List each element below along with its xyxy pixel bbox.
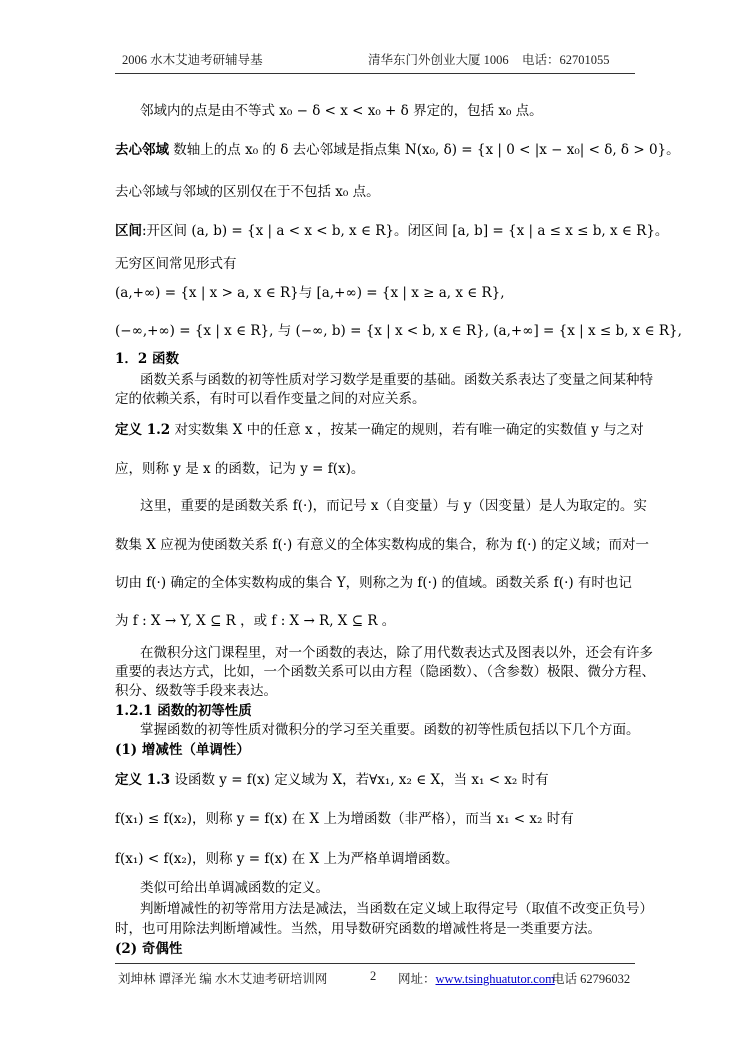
subsection-parity: (2) 奇偶性 [115,941,183,957]
line-infinite-1: (a,+∞) = {x | x > a, x ∈ R}与 [a,+∞) = {x | x ≥ a, x ∈ R}, [115,285,505,301]
para-5: 类似可给出单调减函数的定义。 [140,880,329,896]
def-1-3-label: 定义 1.3 [115,772,171,788]
footer-phone: 电话 62796032 [552,972,631,986]
subsection-monotonicity: (1) 增减性（单调性） [115,742,250,758]
def-1-2-label: 定义 1.2 [115,422,171,438]
footer-authors: 刘坤林 谭泽光 编 水木艾迪考研培训网 [118,972,328,986]
para-3-line-3: 积分、级数等手段来表达。 [115,683,277,699]
header-middle: 清华东门外创业大厦 1006 [368,53,509,67]
def-1-2-line-1: 定义 1.2 对实数集 X 中的任意 x ，按某一确定的规则，若有唯一确定的实数值 y 与之对 [115,422,644,438]
para-2-line-2: 数集 X 应视为使函数关系 f(·) 有意义的全体实数构成的集合，称为 f(·) 的定义域；而对一 [115,537,650,553]
para-2-line-1: 这里，重要的是函数关系 f(·)，而记号 x（自变量）与 y（因变量）是人为取定的。实 [140,498,647,514]
header-left: 2006 水木艾迪考研辅导基 [122,53,263,67]
term-interval: 区间 [115,223,142,239]
line-neighborhood: 邻域内的点是由不等式 x₀ − δ < x < x₀ + δ 界定的，包括 x₀ 点。 [140,103,543,119]
para-4: 掌握函数的初等性质对微积分的学习至关重要。函数的初等性质包括以下几个方面。 [140,722,640,738]
footer-website: 网址：www.tsinghuatutor.com [398,972,555,986]
line-interval: 区间:开区间 (a, b) = {x | a < x < b, x ∈ R}。闭区间 [a, b] = {x | a ≤ x ≤ b, x ∈ R}。 [115,223,669,239]
def-1-2-line-2: 应，则称 y 是 x 的函数，记为 y = f(x)。 [115,461,365,477]
para-6-line-2: 时，也可用除法判断增减性。当然，用导数研究函数的增减性将是一类重要方法。 [115,921,601,937]
def-1-3-line-1: 定义 1.3 设函数 y = f(x) 定义域为 X，若∀x₁, x₂ ∈ X，当 x₁ < x₂ 时有 [115,772,549,788]
para-1-line-1: 函数关系与函数的初等性质对学习数学是重要的基础。函数关系表达了变量之间某种特 [140,372,653,388]
section-1-2-1: 1.2.1 函数的初等性质 [115,703,252,719]
line-difference: 去心邻域与邻域的区别仅在于不包括 x₀ 点。 [115,184,380,200]
term-deleted-neighborhood: 去心邻域 [115,142,169,158]
section-1-2: 1．2 函数 [115,351,179,367]
line-infinite-2: (−∞,+∞) = {x | x ∈ R}, 与 (−∞, b) = {x | x < b, x ∈ R}, (a,+∞] = {x | x ≤ b, x ∈ R}, [115,323,682,339]
para-3-line-2: 重要的表达方式，比如，一个函数关系可以由方程（隐函数）、（含参数）极限、微分方程、 [115,664,655,680]
line-deleted-neighborhood: 去心邻域 数轴上的点 x₀ 的 δ 去心邻域是指点集 N(x₀, δ) = {x | 0 < |x − x₀| < δ, δ > 0}。 [115,142,680,158]
def-1-3-line-3: f(x₁) < f(x₂)，则称 y = f(x) 在 X 上为严格单调增函数。 [115,851,459,867]
para-1-line-2: 定的依赖关系，有时可以看作变量之间的对应关系。 [115,391,426,407]
page-header [0,50,750,70]
header-right: 电话：62701055 [522,53,610,67]
header-rule [115,73,635,74]
para-3-line-1: 在微积分这门课程里，对一个函数的表达，除了用代数表达式及图表以外，还会有许多 [140,645,653,661]
line-infinite-intro: 无穷区间常见形式有 [115,256,237,272]
footer-page-number: 2 [370,969,377,983]
footer-rule [115,963,635,964]
para-2-line-3: 切由 f(·) 确定的全体实数构成的集合 Y，则称之为 f(·) 的值域。函数关系 f(·) 有时也记 [115,575,632,591]
website-link[interactable]: www.tsinghuatutor.com [435,972,555,986]
para-2-line-4: 为 f : X → Y, X ⊆ R ，或 f : X → R, X ⊆ R 。 [115,613,396,629]
def-1-3-line-2: f(x₁) ≤ f(x₂)，则称 y = f(x) 在 X 上为增函数（非严格），而当 x₁ < x₂ 时有 [115,811,574,827]
para-6-line-1: 判断增减性的初等常用方法是减法，当函数在定义域上取得定号（取值不改变正负号） [140,901,653,917]
